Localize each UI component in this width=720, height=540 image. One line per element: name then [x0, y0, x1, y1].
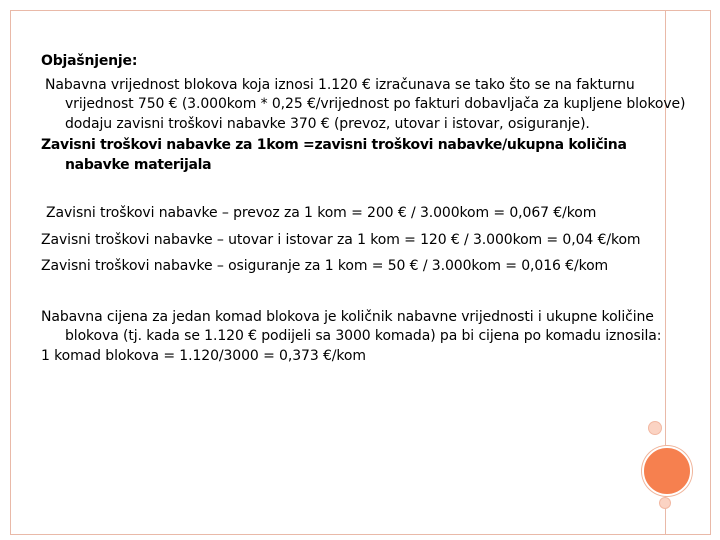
purchase-value-paragraph: Nabavna vrijednost blokova koja iznosi 1.120 € izračunava se tako što se na fakturnu vrijednost 750 € (3.000kom * 0,25 €/vrijednost po fakturi dobavljača za kupljene blokove) dodaju zavisni troškovi nabavke 370 € (prevoz, utovar i istovar, osiguranje). — [45, 76, 686, 132]
unit-price-explanation: Nabavna cijena za jedan komad blokova je količnik nabavne vrijednosti i ukupne količine blokova (tj. kada se 1.120 € podijeli sa 3000 komada) pa bi cijena po komadu iznosila: — [41, 308, 662, 344]
unit-price-result: 1 komad blokova = 1.120/3000 = 0,373 €/kom — [41, 347, 366, 364]
orange-circle-decoration — [642, 446, 692, 496]
calculation-insurance: Zavisni troškovi nabavke – osiguranje za 1 kom = 50 € / 3.000kom = 0,016 €/kom — [41, 258, 609, 274]
explanation-heading: Objašnjenje: — [41, 53, 138, 69]
small-circle-decoration — [649, 422, 661, 434]
calculation-loading: Zavisni troškovi nabavke – utovar i istovar za 1 kom = 120 € / 3.000kom = 0,04 €/kom — [41, 231, 641, 248]
calculation-transport: Zavisni troškovi nabavke – prevoz za 1 kom = 200 € / 3.000kom = 0,067 €/kom — [46, 205, 597, 221]
slide-content — [41, 52, 691, 366]
dependent-costs-formula: Zavisni troškovi nabavke za 1kom =zavisni troškovi nabavke/ukupna količina nabavke materijala — [41, 137, 627, 173]
small-circle-decoration — [660, 498, 670, 508]
unit-price-paragraph — [41, 308, 691, 367]
